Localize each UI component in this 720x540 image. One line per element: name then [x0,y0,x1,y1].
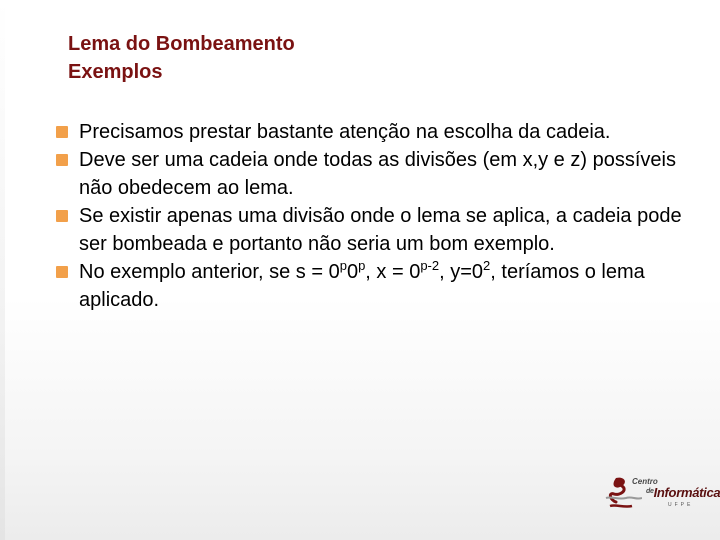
bullet-marker-icon [56,126,68,138]
bullet-item [56,146,696,202]
bullet-marker-icon [56,266,68,278]
slide-title [68,30,295,86]
title-line-2: Exemplos [68,61,163,83]
superscript: p [339,258,347,273]
logo-text-informatica-word: Informática [653,485,720,500]
superscript: p [358,258,366,273]
bullet-text: Deve ser uma cadeia onde todas as divisões (em x,y e z) possíveis não obedecem ao lema. [79,149,676,199]
logo-text-ufpe: UFPE [668,502,694,508]
centro-de-informatica-logo [602,474,720,514]
bullet-marker-icon [56,210,68,222]
bullet-text [79,258,645,311]
logo-text-centro: Centro [632,477,658,486]
text-segment: , x = 0 [365,261,421,283]
bullet-text: Se existir apenas uma divisão onde o lema se aplica, a cadeia pode ser bombeada e portanto não seria um bom exemplo. [79,205,682,255]
title-line-1: Lema do Bombeamento [68,33,295,55]
superscript: p-2 [420,258,440,273]
text-segment: , y=0 [439,261,484,283]
bullet-item [56,118,696,146]
logo-text-informatica [646,485,720,500]
bullet-item [56,258,696,314]
superscript: 2 [483,258,491,273]
bullet-marker-icon [56,154,68,166]
text-segment: 0 [346,261,359,283]
bullet-item [56,202,696,258]
text-segment: No exemplo anterior, se s = 0 [79,261,340,283]
left-edge-decoration [0,0,5,540]
bullet-text: Precisamos prestar bastante atenção na escolha da cadeia. [79,121,611,143]
logo-text-de: de [646,488,654,495]
text-segment: , teríamos o lema aplicado. [79,261,645,311]
bullet-list [56,118,696,314]
